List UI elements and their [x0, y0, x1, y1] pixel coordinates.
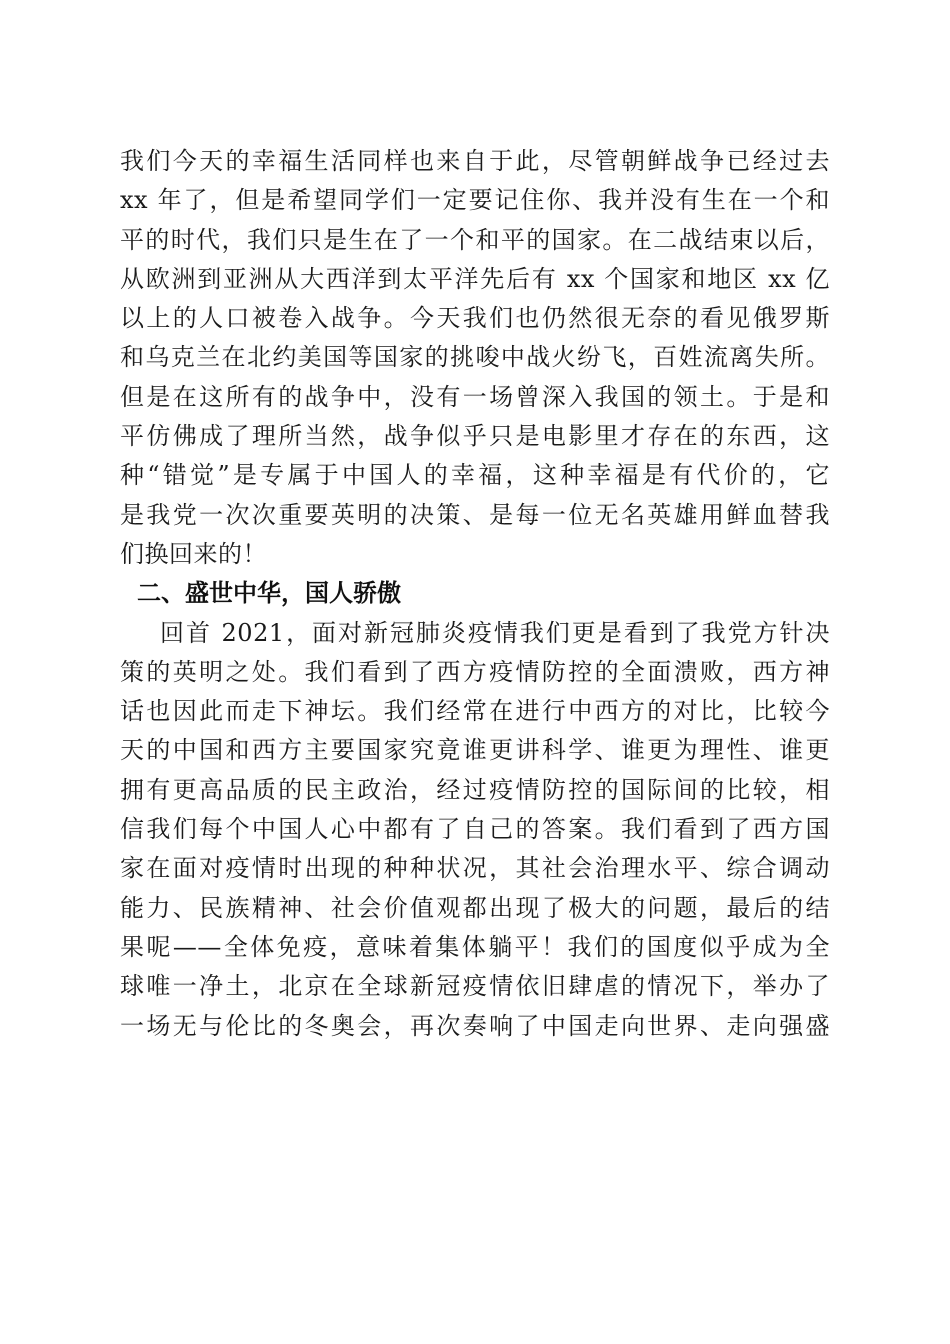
- paragraph-2-line: 一场无与伦比的冬奥会，再次奏响了中国走向世界、走向强盛: [120, 1011, 830, 1040]
- paragraph-2: [120, 614, 830, 1046]
- paragraph-2-line: 果呢——全体免疫，意味着集体躺平！我们的国度似乎成为全: [120, 932, 830, 961]
- paragraph-2-line: 信我们每个中国人心中都有了自己的答案。我们看到了西方国: [120, 815, 830, 844]
- paragraph-1-line: 是我党一次次重要英明的决策、是每一位无名英雄用鲜血替我: [120, 500, 830, 529]
- paragraph-2-line: 家在面对疫情时出现的种种状况，其社会治理水平、综合调动: [120, 854, 830, 883]
- paragraph-1-line: 以上的人口被卷入战争。今天我们也仍然很无奈的看见俄罗斯: [120, 304, 830, 333]
- paragraph-1-line: 种“错觉”是专属于中国人的幸福，这种幸福是有代价的，它: [120, 461, 830, 490]
- paragraph-2-line: 天的中国和西方主要国家究竟谁更讲科学、谁更为理性、谁更: [120, 736, 830, 765]
- paragraph-2-line: 话也因此而走下神坛。我们经常在进行中西方的对比，比较今: [120, 697, 830, 726]
- paragraph-1-line: 从欧洲到亚洲从大西洋到太平洋先后有 xx 个国家和地区 xx 亿: [120, 264, 830, 293]
- paragraph-1-line: 但是在这所有的战争中，没有一场曾深入我国的领土。于是和: [120, 382, 830, 411]
- paragraph-2-line: 回首 2021，面对新冠肺炎疫情我们更是看到了我党方针决: [160, 618, 830, 647]
- paragraph-2-line: 拥有更高品质的民主政治，经过疫情防控的国际间的比较，相: [120, 775, 830, 804]
- paragraph-2-line: 能力、民族精神、社会价值观都出现了极大的问题，最后的结: [120, 893, 830, 922]
- paragraph-1-line: xx 年了，但是希望同学们一定要记住你、我并没有生在一个和: [120, 186, 830, 215]
- paragraph-1-line: 们换回来的！: [120, 539, 267, 568]
- paragraph-1-line: 平的时代，我们只是生在了一个和平的国家。在二战结束以后，: [120, 225, 830, 254]
- section-heading: 二、盛世中华，国人骄傲: [137, 579, 401, 608]
- paragraph-2-line: 策的英明之处。我们看到了西方疫情防控的全面溃败，西方神: [120, 657, 830, 686]
- paragraph-1-line: 和乌克兰在北约美国等国家的挑唆中战火纷飞，百姓流离失所。: [120, 343, 830, 372]
- paragraph-2-line: 球唯一净土，北京在全球新冠疫情依旧肆虐的情况下，举办了: [120, 972, 830, 1001]
- document-page: [120, 142, 830, 1046]
- paragraph-1-line: 我们今天的幸福生活同样也来自于此，尽管朝鲜战争已经过去: [120, 147, 830, 175]
- paragraph-1: [120, 142, 830, 574]
- paragraph-1-line: 平仿佛成了理所当然，战争似乎只是电影里才存在的东西，这: [120, 422, 830, 451]
